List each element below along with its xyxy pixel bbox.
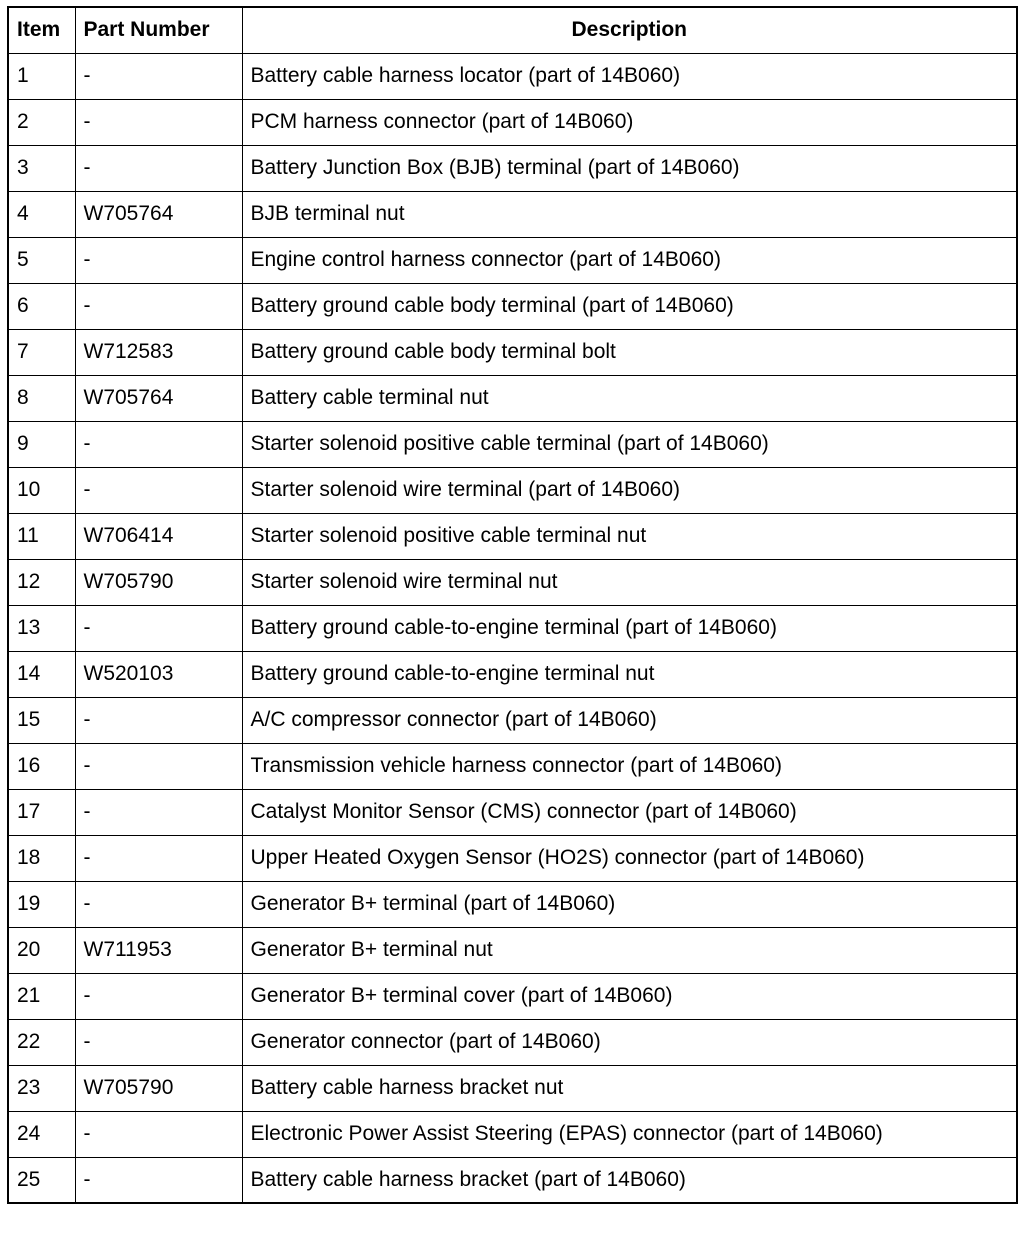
cell-item: 1: [8, 53, 75, 99]
cell-description: Engine control harness connector (part of 14B060): [242, 237, 1017, 283]
cell-description: Battery ground cable body terminal (part of 14B060): [242, 283, 1017, 329]
cell-description: Battery ground cable-to-engine terminal (part of 14B060): [242, 605, 1017, 651]
table-row: [8, 421, 1017, 467]
cell-part-number: -: [75, 973, 242, 1019]
cell-part-number: -: [75, 1019, 242, 1065]
cell-part-number: -: [75, 1157, 242, 1203]
table-row: [8, 927, 1017, 973]
table-row: [8, 99, 1017, 145]
cell-item: 11: [8, 513, 75, 559]
cell-part-number: -: [75, 99, 242, 145]
cell-description: Battery ground cable-to-engine terminal nut: [242, 651, 1017, 697]
cell-description: Starter solenoid positive cable terminal nut: [242, 513, 1017, 559]
cell-part-number: -: [75, 1111, 242, 1157]
table-row: [8, 375, 1017, 421]
table-row: [8, 973, 1017, 1019]
cell-item: 2: [8, 99, 75, 145]
cell-item: 4: [8, 191, 75, 237]
cell-description: Starter solenoid positive cable terminal (part of 14B060): [242, 421, 1017, 467]
cell-part-number: -: [75, 789, 242, 835]
cell-part-number: W706414: [75, 513, 242, 559]
parts-table: [7, 6, 1018, 1204]
header-description: Description: [242, 7, 1017, 53]
cell-description: Generator B+ terminal (part of 14B060): [242, 881, 1017, 927]
cell-item: 6: [8, 283, 75, 329]
table-row: [8, 1019, 1017, 1065]
table-row: [8, 191, 1017, 237]
cell-item: 3: [8, 145, 75, 191]
cell-part-number: -: [75, 697, 242, 743]
cell-item: 17: [8, 789, 75, 835]
cell-part-number: -: [75, 743, 242, 789]
cell-item: 23: [8, 1065, 75, 1111]
cell-item: 5: [8, 237, 75, 283]
table-row: [8, 559, 1017, 605]
cell-part-number: -: [75, 283, 242, 329]
cell-item: 16: [8, 743, 75, 789]
table-row: [8, 329, 1017, 375]
cell-description: Upper Heated Oxygen Sensor (HO2S) connector (part of 14B060): [242, 835, 1017, 881]
cell-part-number: W705790: [75, 559, 242, 605]
cell-description: Battery cable harness locator (part of 14B060): [242, 53, 1017, 99]
table-body: [8, 53, 1017, 1203]
cell-description: Generator B+ terminal nut: [242, 927, 1017, 973]
cell-item: 13: [8, 605, 75, 651]
cell-description: Starter solenoid wire terminal nut: [242, 559, 1017, 605]
cell-description: A/C compressor connector (part of 14B060): [242, 697, 1017, 743]
cell-item: 7: [8, 329, 75, 375]
cell-description: Battery cable harness bracket nut: [242, 1065, 1017, 1111]
cell-description: Generator B+ terminal cover (part of 14B060): [242, 973, 1017, 1019]
cell-description: Electronic Power Assist Steering (EPAS) connector (part of 14B060): [242, 1111, 1017, 1157]
header-row: [8, 7, 1017, 53]
cell-item: 21: [8, 973, 75, 1019]
table-row: [8, 789, 1017, 835]
table-row: [8, 53, 1017, 99]
table-row: [8, 881, 1017, 927]
table-row: [8, 697, 1017, 743]
table-row: [8, 467, 1017, 513]
cell-part-number: W705764: [75, 375, 242, 421]
cell-part-number: W712583: [75, 329, 242, 375]
cell-part-number: -: [75, 835, 242, 881]
table-row: [8, 651, 1017, 697]
cell-part-number: W705790: [75, 1065, 242, 1111]
cell-item: 25: [8, 1157, 75, 1203]
cell-item: 24: [8, 1111, 75, 1157]
table-row: [8, 145, 1017, 191]
cell-item: 18: [8, 835, 75, 881]
cell-item: 8: [8, 375, 75, 421]
cell-part-number: -: [75, 421, 242, 467]
header-item: Item: [8, 7, 75, 53]
cell-part-number: -: [75, 881, 242, 927]
table-header: [8, 7, 1017, 53]
table-row: [8, 283, 1017, 329]
cell-item: 10: [8, 467, 75, 513]
cell-description: Battery cable terminal nut: [242, 375, 1017, 421]
cell-description: PCM harness connector (part of 14B060): [242, 99, 1017, 145]
table-row: [8, 743, 1017, 789]
cell-part-number: W520103: [75, 651, 242, 697]
cell-part-number: -: [75, 237, 242, 283]
cell-part-number: -: [75, 53, 242, 99]
cell-item: 20: [8, 927, 75, 973]
cell-part-number: W705764: [75, 191, 242, 237]
cell-description: Starter solenoid wire terminal (part of 14B060): [242, 467, 1017, 513]
table-row: [8, 1111, 1017, 1157]
cell-description: BJB terminal nut: [242, 191, 1017, 237]
cell-description: Battery ground cable body terminal bolt: [242, 329, 1017, 375]
table-row: [8, 237, 1017, 283]
cell-part-number: -: [75, 605, 242, 651]
cell-item: 9: [8, 421, 75, 467]
cell-description: Transmission vehicle harness connector (part of 14B060): [242, 743, 1017, 789]
table-row: [8, 1065, 1017, 1111]
cell-description: Battery Junction Box (BJB) terminal (part of 14B060): [242, 145, 1017, 191]
cell-item: 22: [8, 1019, 75, 1065]
cell-item: 14: [8, 651, 75, 697]
cell-description: Generator connector (part of 14B060): [242, 1019, 1017, 1065]
table-row: [8, 513, 1017, 559]
table-row: [8, 605, 1017, 651]
cell-item: 15: [8, 697, 75, 743]
table-row: [8, 835, 1017, 881]
table-row: [8, 1157, 1017, 1203]
cell-part-number: -: [75, 467, 242, 513]
cell-description: Battery cable harness bracket (part of 14B060): [242, 1157, 1017, 1203]
cell-item: 12: [8, 559, 75, 605]
cell-item: 19: [8, 881, 75, 927]
cell-part-number: -: [75, 145, 242, 191]
cell-part-number: W711953: [75, 927, 242, 973]
cell-description: Catalyst Monitor Sensor (CMS) connector (part of 14B060): [242, 789, 1017, 835]
header-part-number: Part Number: [75, 7, 242, 53]
